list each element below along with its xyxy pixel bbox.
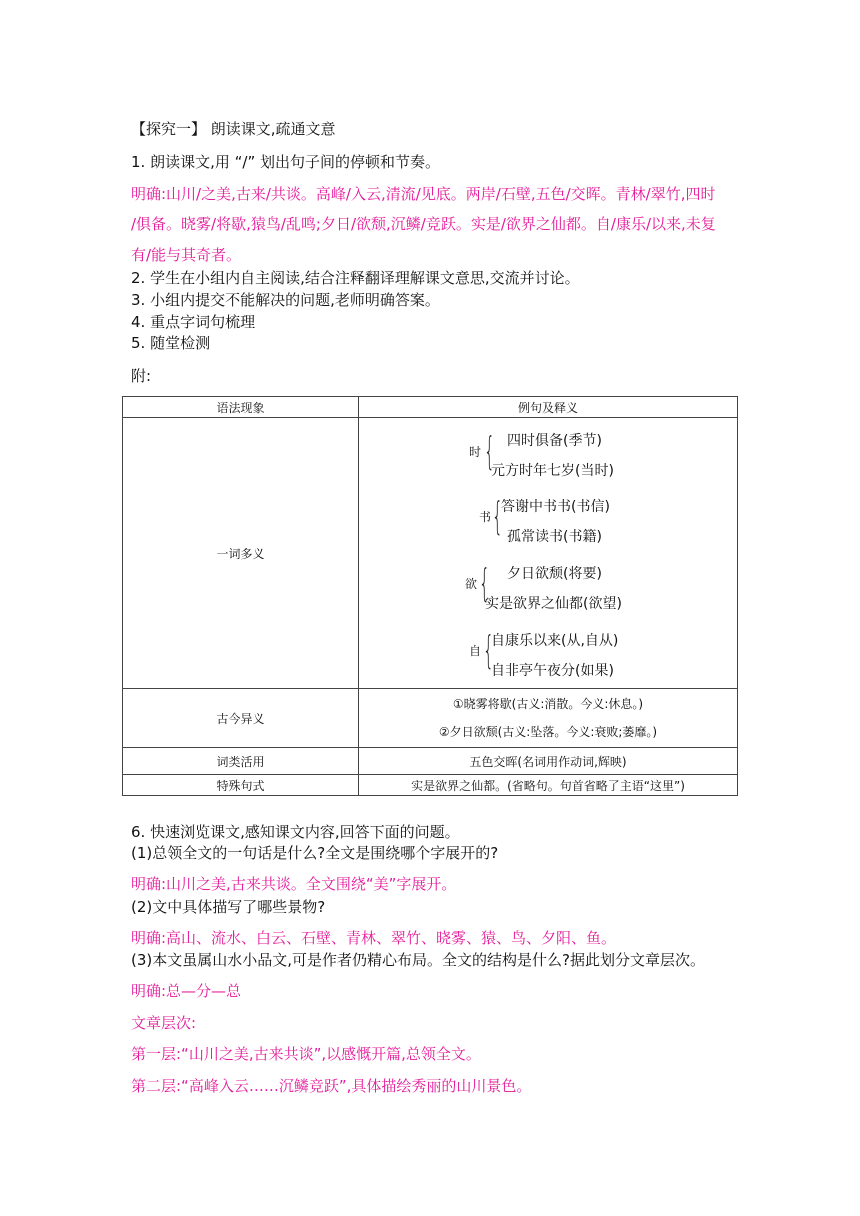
table-row <box>123 775 738 796</box>
brace-icon: { <box>484 429 495 473</box>
table-header: 语法现象 <box>123 397 359 418</box>
grammar-table <box>122 396 738 796</box>
table-header-row <box>123 397 738 418</box>
question-2: (2)文中具体描写了哪些景物? <box>131 898 326 916</box>
table-row <box>123 418 738 689</box>
polysemy-example: 孤常读书(书籍) <box>507 529 602 545</box>
table-cell-value: 五色交晖(名词用作动词,辉映) <box>359 748 738 775</box>
table-cell-label: 词类活用 <box>123 748 359 775</box>
table-header: 例句及释义 <box>359 397 738 418</box>
table-row <box>123 748 738 775</box>
table-cell-label: 特殊句式 <box>123 775 359 796</box>
brace-icon: { <box>479 561 490 605</box>
step-6: 6. 快速浏览课文,感知课文内容,回答下面的问题。 <box>131 823 460 841</box>
polysemy-example: 元方时年七岁(当时) <box>491 463 614 479</box>
layer-1: 第一层:“山川之美,古来共谈”,以感慨开篇,总领全文。 <box>131 1045 481 1063</box>
polysemy-cell <box>359 418 738 689</box>
step-2: 2. 学生在小组内自主阅读,结合注释翻译理解课文意思,交流并讨论。 <box>131 269 580 287</box>
section-heading: 【探究一】 朗读课文,疏通文意 <box>131 120 336 138</box>
polysemy-group <box>359 419 737 486</box>
table-row <box>123 689 738 748</box>
step-1-answer-line-1: 明确:山川/之美,古来/共谈。高峰/入云,清流/见底。两岸/石壁,五色/交晖。青林/翠竹,四时 <box>131 185 716 203</box>
table-cell-label: 一词多义 <box>123 418 359 689</box>
ancient-modern-line: ①晓雾将歇(古义:消散。今义:休息。) <box>452 697 644 711</box>
table-cell-label: 古今异义 <box>123 689 359 748</box>
polysemy-example: 自康乐以来(从,自从) <box>491 633 619 649</box>
table-cell-value: 实是欲界之仙都。(省略句。句首省略了主语“这里”) <box>359 775 738 796</box>
polysemy-char: 自 <box>469 644 482 658</box>
polysemy-example: 实是欲界之仙都(欲望) <box>485 596 622 612</box>
step-1-answer-line-2: /俱备。晓雾/将歇,猿鸟/乱鸣;夕日/欲颓,沉鳞/竞跃。实是/欲界之仙都。自/康乐/以来,未复 <box>131 215 716 233</box>
brace-icon: { <box>483 628 494 672</box>
polysemy-example: 四时俱备(季节) <box>507 433 602 449</box>
polysemy-example: 自非亭午夜分(如果) <box>491 663 614 679</box>
polysemy-group <box>359 553 737 620</box>
answer-3: 明确:总—分—总 <box>131 982 242 1000</box>
question-1: (1)总领全文的一句话是什么?全文是围绕哪个字展开的? <box>131 844 499 862</box>
appendix-label: 附: <box>131 367 152 385</box>
ancient-modern-cell <box>359 689 738 748</box>
polysemy-char: 时 <box>469 445 482 459</box>
step-3: 3. 小组内提交不能解决的问题,老师明确答案。 <box>131 291 440 309</box>
layers-label: 文章层次: <box>131 1014 197 1032</box>
answer-1: 明确:山川之美,古来共谈。全文围绕“美”字展开。 <box>131 875 457 893</box>
step-5: 5. 随堂检测 <box>131 334 211 352</box>
layer-2: 第二层:“高峰入云……沉鳞竞跃”,具体描绘秀丽的山川景色。 <box>131 1077 532 1095</box>
polysemy-example: 答谢中书书(书信) <box>501 499 610 515</box>
answer-2: 明确:高山、流水、白云、石壁、青林、翠竹、晓雾、猿、鸟、夕阳、鱼。 <box>131 929 617 947</box>
polysemy-char: 欲 <box>465 577 478 591</box>
brace-icon: { <box>492 494 503 538</box>
step-1: 1. 朗读课文,用 “/” 划出句子间的停顿和节奏。 <box>131 153 440 171</box>
step-4: 4. 重点字词句梳理 <box>131 313 256 331</box>
step-1-answer-line-3: 有/能与其奇者。 <box>131 246 242 264</box>
polysemy-example: 夕日欲颓(将要) <box>507 566 602 582</box>
polysemy-group <box>359 486 737 553</box>
question-3: (3)本文虽属山水小品文,可是作者仍精心布局。全文的结构是什么?据此划分文章层次。 <box>131 951 705 969</box>
ancient-modern-line: ②夕日欲颓(古义:坠落。今义:衰败;萎靡。) <box>438 725 658 739</box>
polysemy-char: 书 <box>479 510 492 524</box>
polysemy-group <box>359 620 737 687</box>
